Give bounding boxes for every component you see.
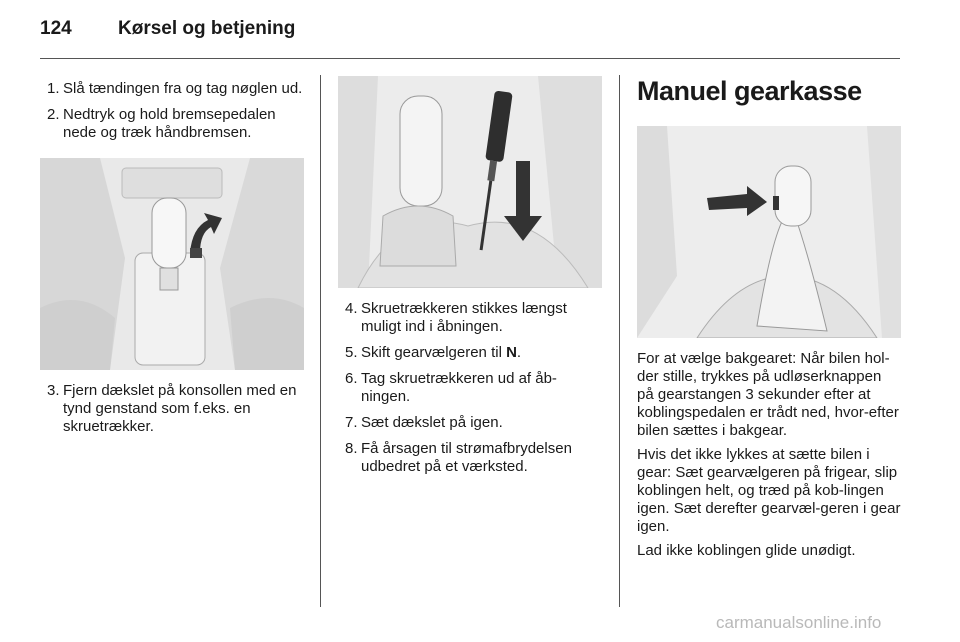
watermark: carmanualsonline.info xyxy=(716,613,882,632)
manual-gearshift-illustration xyxy=(637,126,901,338)
paragraph: For at vælge bakgearet: Når bilen hol-der stille, trykkes på udløserknappen på gearstangen 3 sekunder efter at koblingspedalen er trådt ned, hvor-efter bilen sættes i bakgear. xyxy=(637,350,899,439)
column-2-steps xyxy=(338,300,602,484)
column-divider-right xyxy=(619,75,620,607)
paragraph: Lad ikke koblingen glide unødigt. xyxy=(637,542,856,559)
step-item: 6. Tag skruetrækkeren ud af åb-ningen. xyxy=(345,370,557,405)
step-item: 7. Sæt dækslet på igen. xyxy=(345,414,503,431)
step-item: 4. Skruetrækkeren stikkes længst muligt ind i åbningen. xyxy=(345,300,567,335)
header-rule xyxy=(40,58,900,59)
console-cover-illustration xyxy=(40,158,304,370)
column-divider-left xyxy=(320,75,321,607)
column-3-text xyxy=(637,350,901,566)
step-item: 2. Nedtryk og hold bremsepedalen nede og træk håndbremsen. xyxy=(47,106,276,141)
step-item: 3. Fjern dækslet på konsollen med en tynd genstand som f.eks. en skruetrækker. xyxy=(47,382,297,435)
step-item: 1. Slå tændingen fra og tag nøglen ud. xyxy=(47,80,303,97)
screwdriver-illustration xyxy=(338,76,602,288)
section-title: Manuel gearkasse xyxy=(637,76,862,106)
column-1-steps xyxy=(40,80,306,150)
chapter-title: Kørsel og betjening xyxy=(118,18,296,39)
page-number: 124 xyxy=(40,18,72,39)
step-item: 8. Få årsagen til strømafbrydelsen udbedret på et værksted. xyxy=(345,440,572,475)
column-1-steps-continued xyxy=(40,382,306,444)
step-item: 5. Skift gearvælgeren til N. xyxy=(345,344,522,361)
paragraph: Hvis det ikke lykkes at sætte bilen i gear: Sæt gearvælgeren på frigear, slip koblingen helt, og træd på kob-lingen igen. Sæt derefter gearvæl-geren i gear igen. xyxy=(637,446,901,535)
